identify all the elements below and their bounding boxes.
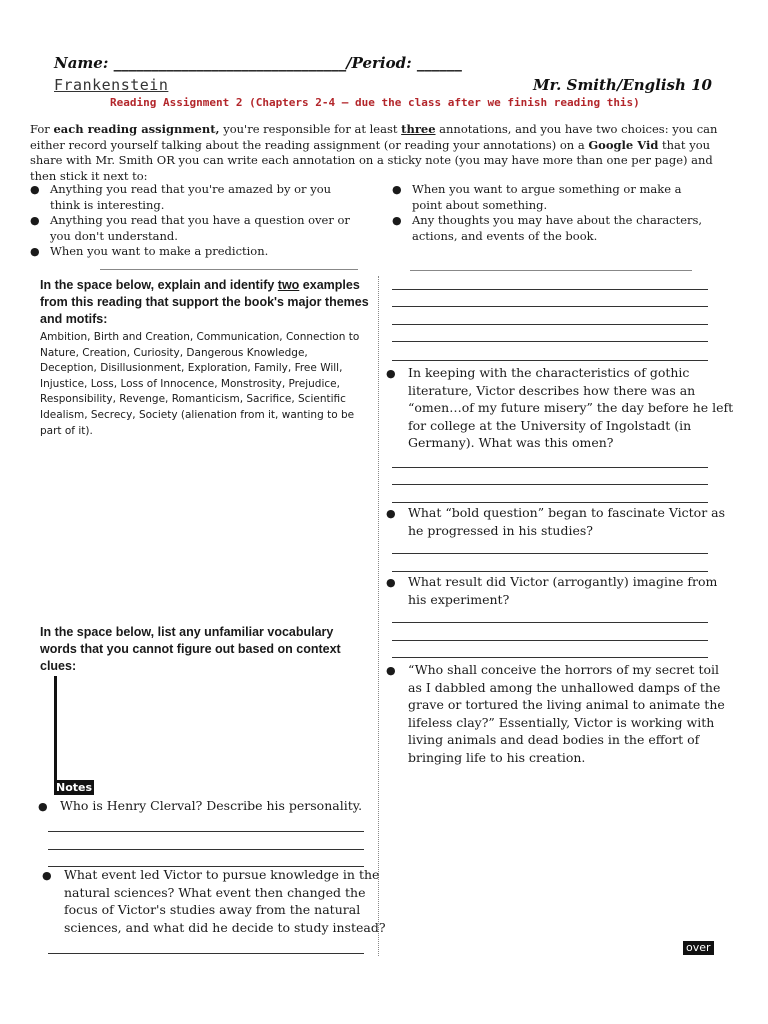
intro-text-4: that you share with Mr. Smith OR you can write each annotation on a sticky note (you may have more than one per page) and then stick it next to: bbox=[30, 137, 713, 183]
bullet-left-3: ● When you want to make a prediction. bbox=[30, 244, 269, 258]
question-text: What “bold question” began to fascinate Victor as he progressed in his studies? bbox=[408, 505, 726, 538]
divider-right bbox=[410, 270, 692, 271]
question-text: What event led Victor to pursue knowledge in the natural sciences? What event then changed the focus of Victor's studies away from the natural sciences, and what did he decide to study instead? bbox=[64, 867, 386, 935]
themes-instruction bbox=[40, 277, 370, 328]
bullets-right bbox=[392, 182, 712, 244]
answer-line[interactable] bbox=[392, 571, 708, 572]
answer-line[interactable] bbox=[48, 849, 364, 850]
vocab-instruction: In the space below, list any unfamiliar vocabulary words that you cannot figure out based on context clues: bbox=[40, 625, 341, 673]
bullet-left-2: ● Anything you read that you have a question over or you don't understand. bbox=[30, 213, 350, 243]
intro-google-vid: Google Vid bbox=[588, 137, 659, 152]
themes-list: Ambition, Birth and Creation, Communication, Connection to Nature, Creation, Curiosity, Dangerous Knowledge, Deception, Disillusionment, Exploration, Family, Free Will, Injustice, Loss, Loss of Innocence, Monstrosity, Prejudice, Responsibility, Revenge, Romanticism, Sacrifice, Scientific Idealism, Secrecy, Society (alienation from it, wanting to be part of it). bbox=[40, 331, 360, 437]
question-text: What result did Victor (arrogantly) imagine from his experiment? bbox=[408, 574, 718, 607]
answer-line[interactable] bbox=[392, 640, 708, 641]
themes-text-1: In the space below, explain and identify bbox=[40, 278, 278, 292]
bullets-left bbox=[30, 182, 360, 260]
bullet-right-2: ● Any thoughts you may have about the characters, actions, and events of the book. bbox=[392, 213, 703, 243]
intro-text-2: you're responsible for at least bbox=[219, 122, 402, 136]
bullet-left-1: ● Anything you read that you're amazed by or you think is interesting. bbox=[30, 182, 332, 212]
bullet-text: Any thoughts you may have about the characters, actions, and events of the book. bbox=[412, 213, 703, 243]
answer-line[interactable] bbox=[392, 306, 708, 307]
bullet-text: Anything you read that you're amazed by or you think is interesting. bbox=[50, 182, 332, 212]
answer-line[interactable] bbox=[392, 341, 708, 342]
divider-left bbox=[100, 269, 358, 270]
bullet-right-1: ● When you want to argue something or make a point about something. bbox=[392, 182, 682, 212]
answer-line[interactable] bbox=[392, 289, 708, 290]
answer-line[interactable] bbox=[392, 360, 708, 361]
question-henry-clerval: ● Who is Henry Clerval? Describe his personality. bbox=[38, 798, 363, 813]
over-label: over bbox=[683, 941, 714, 955]
themes-two: two bbox=[277, 278, 300, 292]
answer-line[interactable] bbox=[392, 467, 708, 468]
answer-line[interactable] bbox=[392, 502, 708, 503]
question-bold-question: ● What “bold question” began to fascinate Victor as he progressed in his studies? bbox=[386, 505, 726, 538]
bullet-text: When you want to make a prediction. bbox=[50, 244, 269, 258]
answer-line[interactable] bbox=[392, 553, 708, 554]
question-experiment-result: ● What result did Victor (arrogantly) imagine from his experiment? bbox=[386, 574, 718, 607]
themes-text-2: examples from this reading that support the book's major themes and motifs: bbox=[40, 278, 369, 326]
answer-line[interactable] bbox=[48, 953, 364, 954]
question-omen: ● In keeping with the characteristics of gothic literature, Victor describes how there was an “omen…of my future misery” the day before he left for college at the University of Ingolstadt (in Germany). What was this omen? bbox=[386, 365, 734, 450]
bullet-text: When you want to argue something or make a point about something. bbox=[412, 182, 682, 212]
question-text: Who is Henry Clerval? Describe his personality. bbox=[60, 798, 363, 813]
intro-three: three bbox=[401, 122, 436, 136]
intro-text-3: annotations, and you have two choices: you can either record yourself talking about the reading assignment (or reading your annotations) on a bbox=[30, 122, 718, 152]
assignment-title: Reading Assignment 2 (Chapters 2-4 – due the class after we finish reading this) bbox=[110, 96, 640, 109]
answer-line[interactable] bbox=[392, 484, 708, 485]
answer-line[interactable] bbox=[48, 831, 364, 832]
column-divider bbox=[378, 276, 379, 956]
notes-label: Notes bbox=[56, 781, 93, 794]
answer-line[interactable] bbox=[392, 324, 708, 325]
book-title: Frankenstein bbox=[54, 76, 169, 94]
question-text: In keeping with the characteristics of gothic literature, Victor describes how there was an “omen…of my future misery” the day before he left for college at the University of Ingolstadt (in Germany). What was this omen? bbox=[408, 365, 734, 450]
name-period-line: Name: _______________________________/Period: ______ bbox=[54, 54, 462, 72]
intro-paragraph bbox=[30, 122, 720, 184]
bullet-text: Anything you read that you have a question over or you don't understand. bbox=[50, 213, 350, 243]
answer-line[interactable] bbox=[392, 622, 708, 623]
intro-text-1: For bbox=[30, 122, 54, 136]
vocab-answer-bar[interactable] bbox=[54, 676, 57, 780]
question-secret-toil: ● “Who shall conceive the horrors of my secret toil as I dabbled among the unhallowed damps of the grave or tortured the living animal to animate the lifeless clay?” Essentially, Victor is working with living animals and dead bodies in the effort of bringing life to his creation. bbox=[386, 662, 725, 765]
question-natural-sciences: ● What event led Victor to pursue knowledge in the natural sciences? What event then changed the focus of Victor's studies away from the natural sciences, and what did he decide to study instead? bbox=[42, 867, 386, 935]
intro-each: each reading assignment, bbox=[53, 122, 220, 136]
question-text: “Who shall conceive the horrors of my secret toil as I dabbled among the unhallowed damps of the grave or tortured the living animal to animate the lifeless clay?” Essentially, Victor is working with living animals and dead bodies in the effort of bringing life to his creation. bbox=[408, 662, 725, 765]
answer-line[interactable] bbox=[392, 657, 708, 658]
teacher-class: Mr. Smith/English 10 bbox=[533, 76, 712, 94]
